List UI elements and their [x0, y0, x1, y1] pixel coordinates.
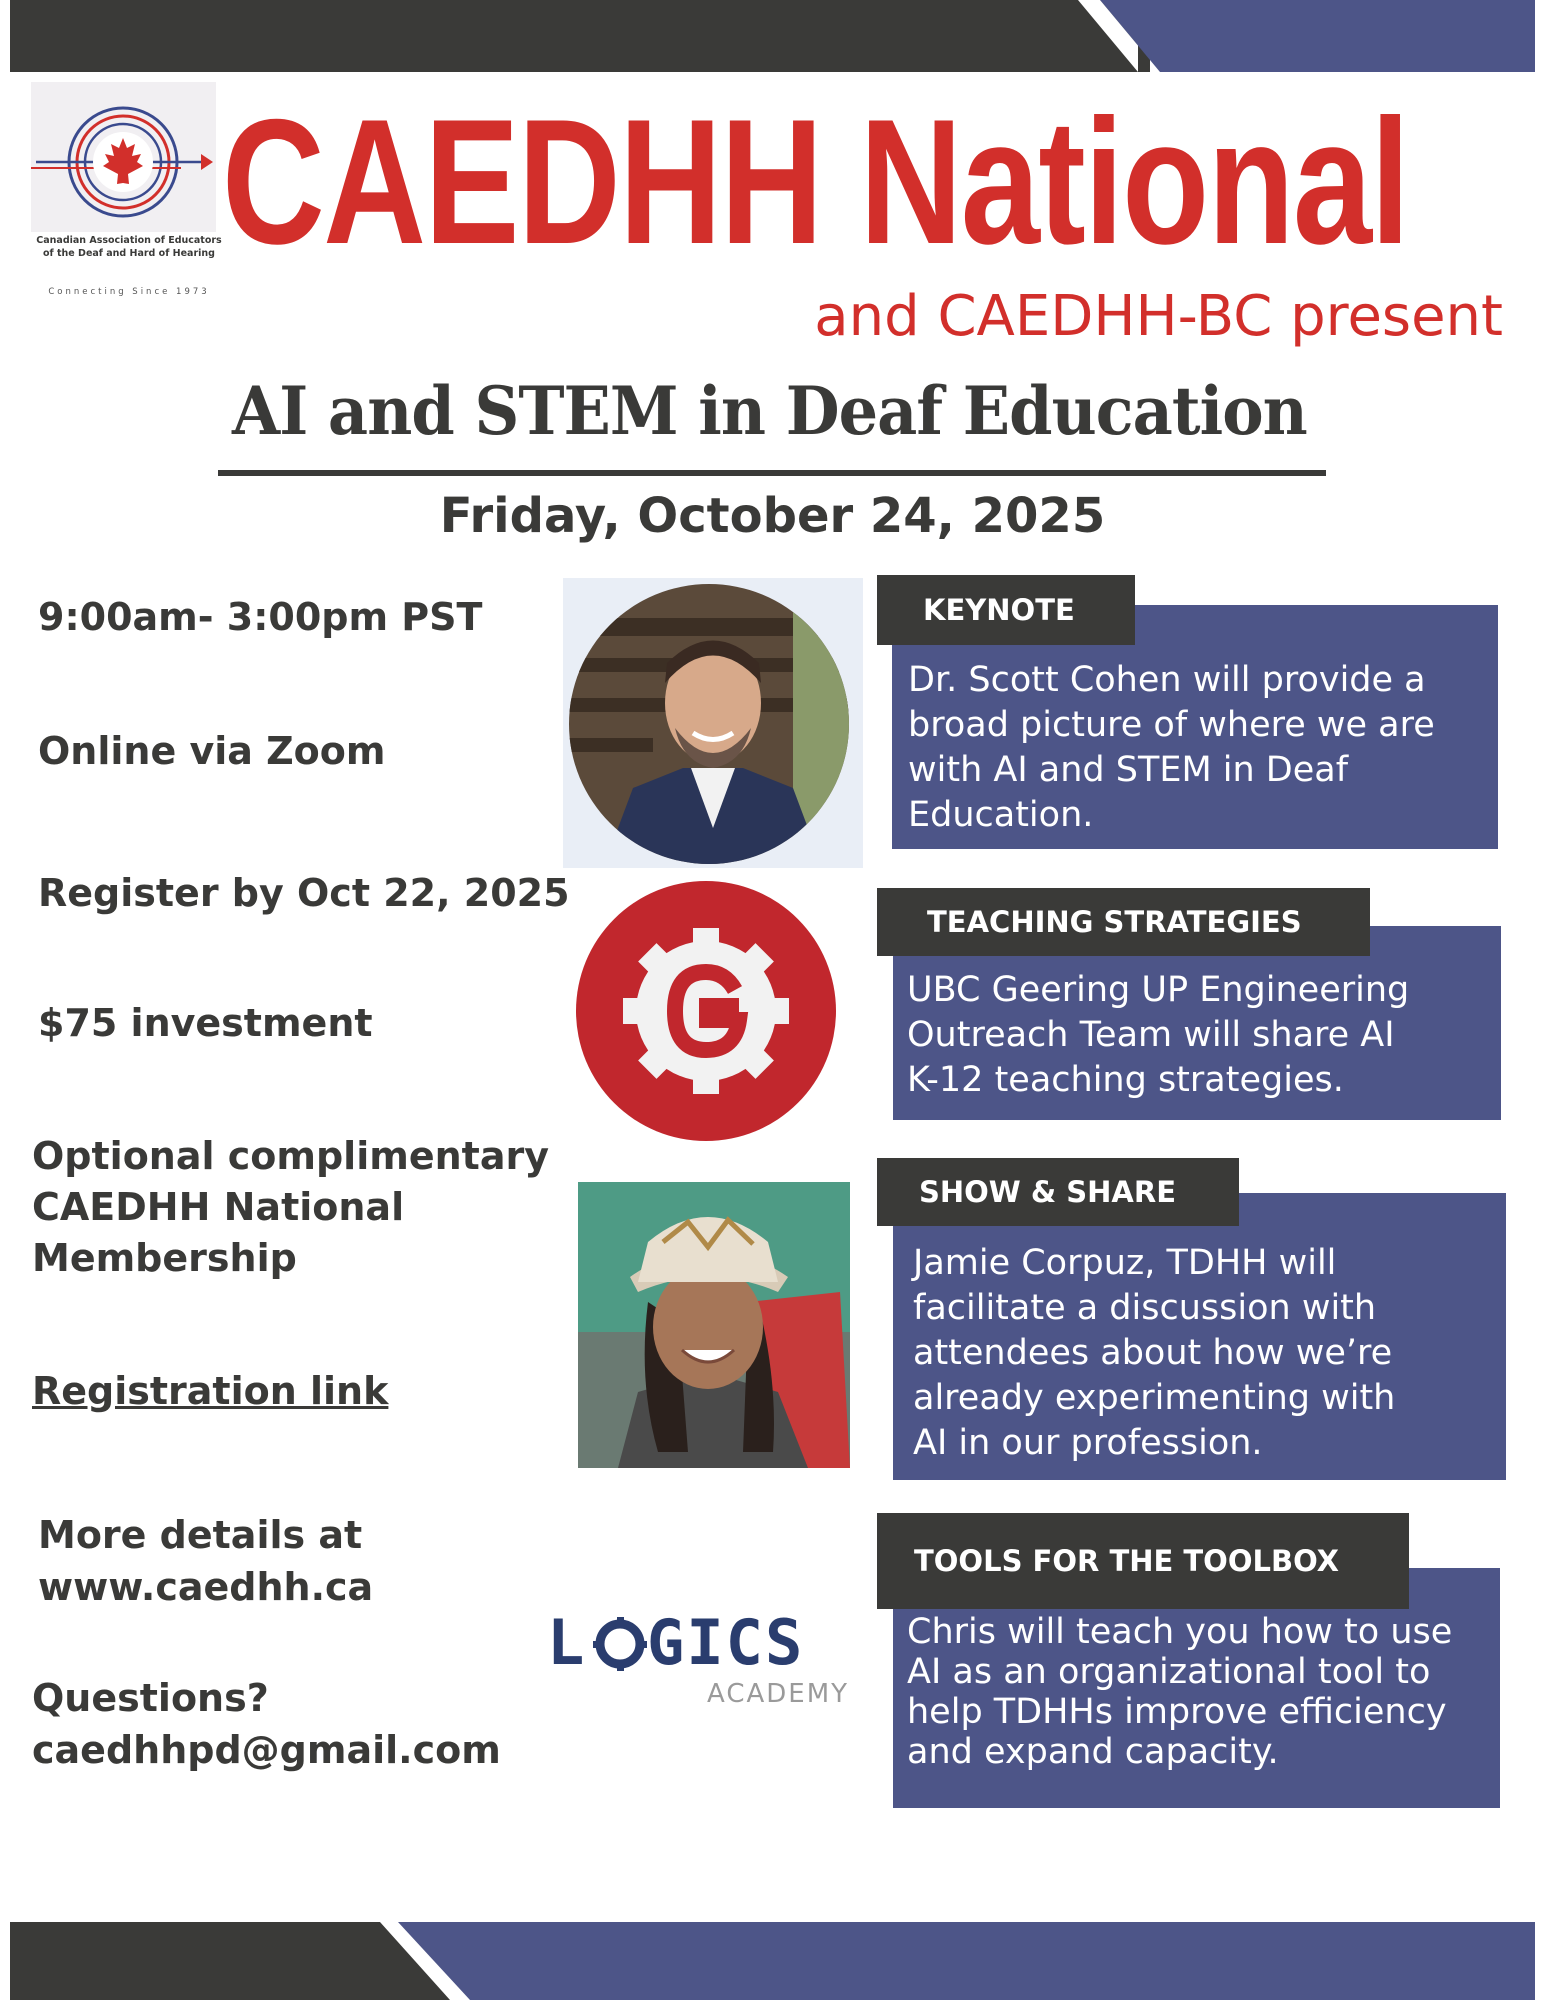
description-line: Outreach Team will share AI [907, 1015, 1395, 1055]
top-band-dark [10, 0, 1150, 72]
event-date: Friday, October 24, 2025 [439, 488, 1106, 544]
description-line: Chris will teach you how to use [907, 1612, 1453, 1652]
registration-link[interactable]: Registration link [32, 1369, 389, 1413]
website-link[interactable]: www.caedhh.ca [38, 1565, 374, 1609]
logo-emblem [31, 82, 216, 232]
top-band-navy [1100, 0, 1535, 72]
event-price: $75 investment [38, 1001, 373, 1045]
questions [32, 1672, 501, 1776]
description-line: with AI and STEM in Deaf [908, 750, 1349, 790]
more-details [38, 1509, 373, 1613]
bottom-band-dark [10, 1922, 450, 2000]
svg-text:GICS: GICS [647, 1612, 805, 1679]
description-line: K-12 teaching strategies. [907, 1060, 1344, 1100]
event-title: AI and STEM in Deaf Education [232, 372, 1307, 450]
description-line: Education. [908, 795, 1094, 835]
questions-label: Questions? [32, 1676, 269, 1720]
description-line: Jamie Corpuz, TDHH will [913, 1243, 1337, 1283]
description-line: help TDHHs improve efficiency [907, 1692, 1447, 1732]
more-details-line: More details at [38, 1513, 363, 1557]
description-line: AI in our profession. [913, 1423, 1263, 1463]
logo-tagline: Connecting Since 1973 [48, 287, 210, 297]
subtitle: and CAEDHH-BC present [814, 284, 1503, 349]
show-share-description [893, 1193, 1506, 1480]
event-time: 9:00am- 3:00pm PST [38, 595, 483, 639]
description-line: AI as an organizational tool to [907, 1652, 1431, 1692]
description-line: and expand capacity. [907, 1732, 1279, 1772]
membership-line: CAEDHH National [32, 1185, 405, 1229]
description-line: broad picture of where we are [908, 705, 1435, 745]
event-venue: Online via Zoom [38, 729, 386, 773]
geering-up-logo [575, 880, 837, 1142]
logics-word: L [547, 1612, 585, 1679]
description-line: already experimenting with [913, 1378, 1396, 1418]
register-deadline: Register by Oct 22, 2025 [38, 871, 570, 915]
membership-line: Membership [32, 1236, 297, 1280]
svg-text:ACADEMY: ACADEMY [707, 1679, 850, 1709]
toolbox-label: TOOLS FOR THE TOOLBOX [877, 1513, 1409, 1609]
membership-line: Optional complimentary [32, 1134, 549, 1178]
contact-email[interactable]: caedhhpd@gmail.com [32, 1728, 501, 1772]
keynote-label: KEYNOTE [877, 575, 1135, 645]
keynote-speaker-photo [563, 578, 863, 868]
description-line: attendees about how we’re [913, 1333, 1393, 1373]
bottom-band-navy [398, 1922, 1535, 2000]
main-title: CAEDHH National [222, 82, 1409, 281]
description-line: facilitate a discussion with [913, 1288, 1377, 1328]
caedhh-logo [31, 82, 221, 302]
presenter-photo [578, 1182, 850, 1468]
description-line: Dr. Scott Cohen will provide a [908, 660, 1426, 700]
title-underline [218, 470, 1326, 476]
teaching-strategies-label: TEACHING STRATEGIES [877, 888, 1370, 956]
logics-academy-logo [547, 1612, 857, 1712]
show-share-label: SHOW & SHARE [877, 1158, 1239, 1226]
logo-caption: Canadian Association of Educators of the Deaf and Hard of Hearing [36, 235, 222, 259]
description-line: UBC Geering UP Engineering [907, 970, 1410, 1010]
membership-note [32, 1131, 549, 1284]
